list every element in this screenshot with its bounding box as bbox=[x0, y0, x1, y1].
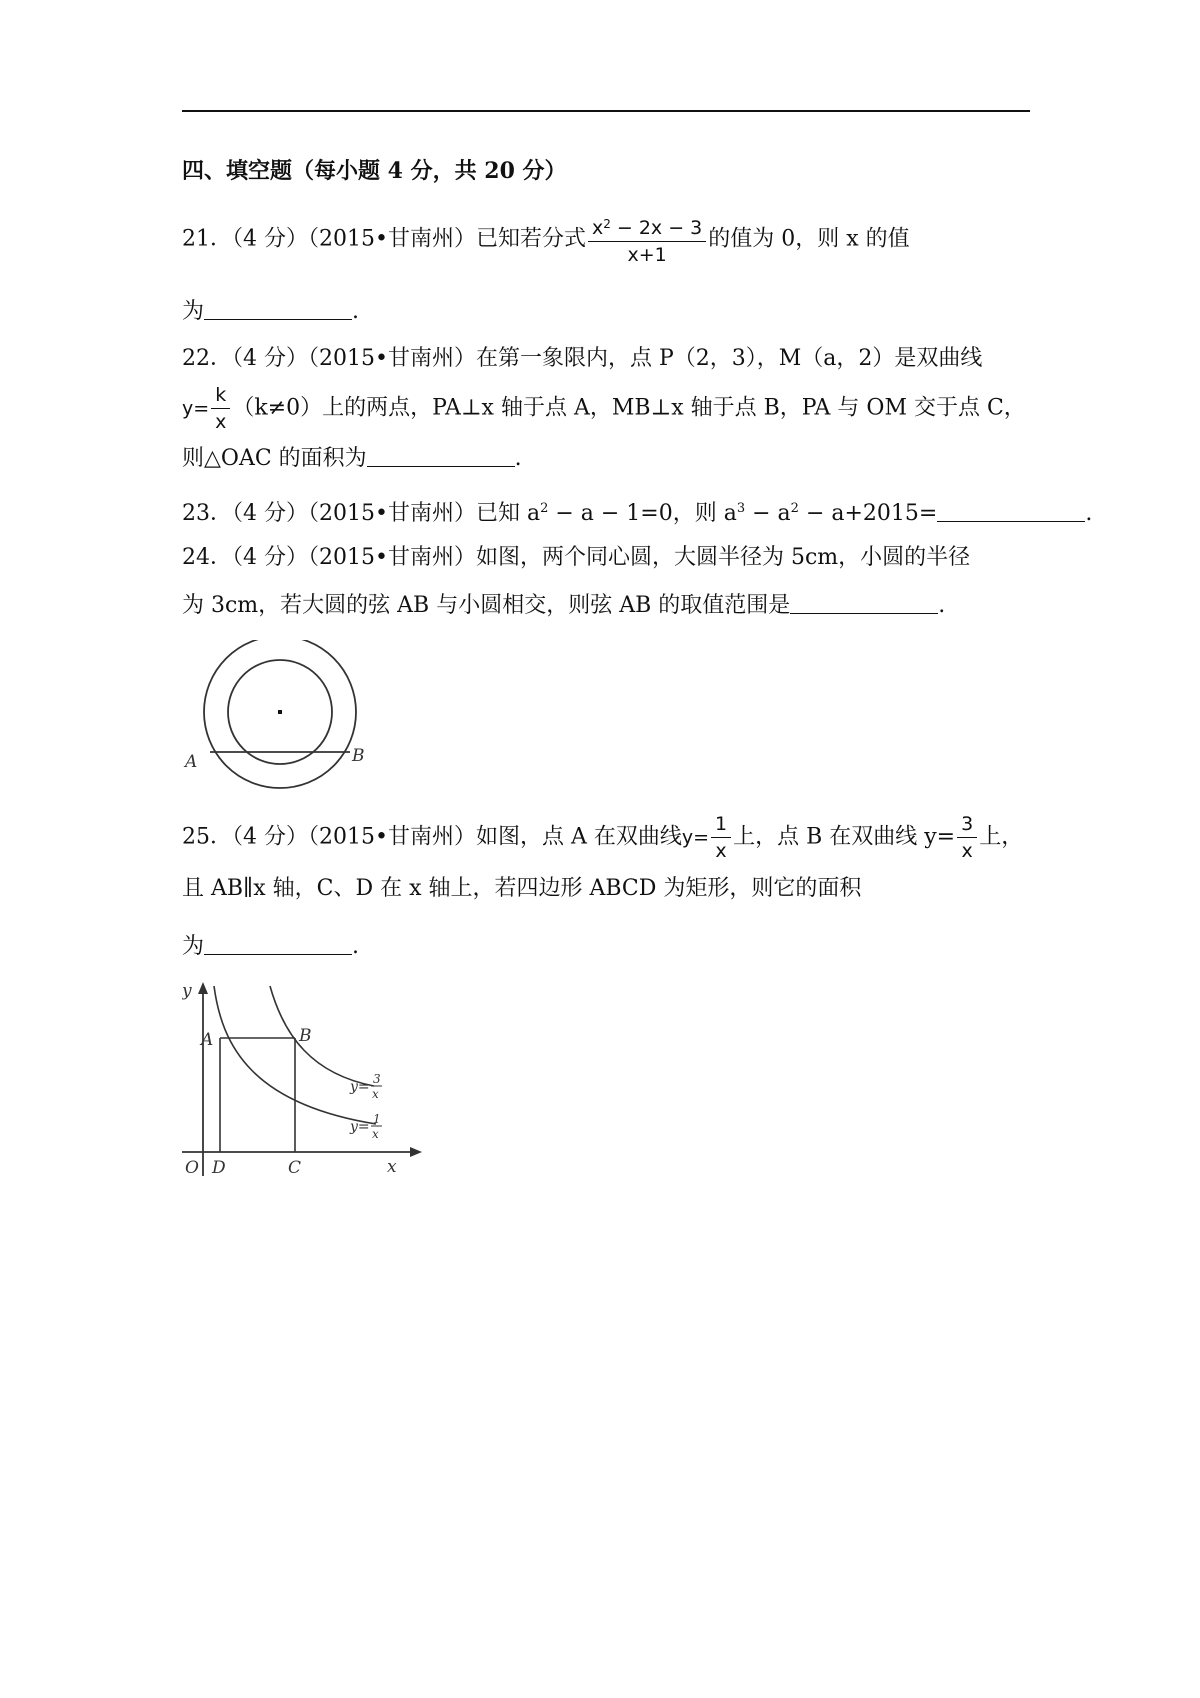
q25-fraction-2-numerator: 3 bbox=[957, 813, 977, 838]
q21-fraction bbox=[588, 213, 706, 266]
q24-period: . bbox=[938, 593, 946, 618]
q22-answer-blank[interactable] bbox=[367, 444, 515, 467]
label-b: B bbox=[352, 746, 365, 766]
section-title: 四、填空题（每小题 4 分，共 20 分） bbox=[182, 158, 567, 184]
q25-fraction-1-numerator: 1 bbox=[711, 813, 731, 838]
question-22-line-3 bbox=[182, 444, 522, 474]
question-25-line-1 bbox=[182, 813, 1023, 862]
q25-y-equals-1: y= bbox=[681, 826, 709, 849]
q22-fraction-denominator: x bbox=[215, 411, 227, 433]
question-21-line-2 bbox=[182, 297, 359, 327]
q24-concentric-circles-figure bbox=[182, 640, 382, 804]
q25-figure-svg bbox=[182, 976, 432, 1176]
question-25-line-2: 且 AB∥x 轴，C、D 在 x 轴上，若四边形 ABCD 为矩形，则它的面积 bbox=[182, 876, 862, 901]
q21-fraction-numerator: $x^2 - 2x - 3$ bbox=[588, 213, 706, 242]
header-rule bbox=[182, 110, 1030, 112]
label-point-a: A bbox=[201, 1030, 214, 1050]
q22-fraction-numerator: k bbox=[211, 384, 230, 409]
label-point-c: C bbox=[288, 1158, 302, 1176]
q22-fraction bbox=[211, 384, 230, 433]
curve-y-3-over-x bbox=[270, 986, 374, 1086]
label-x-axis: x bbox=[387, 1157, 397, 1176]
q22-period: . bbox=[514, 446, 522, 471]
q21-prefix: 21．（4 分）（2015•甘南州）已知若分式 bbox=[182, 226, 586, 252]
question-22-line-2 bbox=[182, 384, 1026, 433]
q21-fraction-denominator: x+1 bbox=[627, 244, 667, 266]
center-point bbox=[278, 710, 282, 714]
label-curve-1-num: 1 bbox=[373, 1112, 381, 1126]
question-23 bbox=[182, 494, 1092, 529]
label-curve-3-num: 3 bbox=[373, 1072, 381, 1086]
q22-line3-text: 则△OAC 的面积为 bbox=[182, 446, 367, 471]
q21-period: . bbox=[352, 299, 360, 324]
q22-line2-text: （k≠0）上的两点，PA⊥x 轴于点 A，MB⊥x 轴于点 B，PA 与 OM 交于点 C， bbox=[232, 395, 1026, 421]
label-point-b: B bbox=[299, 1026, 312, 1046]
question-24-line-2 bbox=[182, 591, 945, 621]
q25-part3: 上， bbox=[979, 824, 1024, 850]
q23-part1: 23．（4 分）（2015•甘南州）已知 a bbox=[182, 501, 541, 526]
q21-line2-text: 为 bbox=[182, 299, 205, 324]
q23-part2: − a − 1=0，则 a bbox=[548, 501, 737, 526]
q25-answer-blank[interactable] bbox=[204, 932, 352, 955]
q23-period: . bbox=[1085, 501, 1093, 526]
question-25-line-3 bbox=[182, 932, 359, 962]
q23-answer-blank[interactable] bbox=[937, 499, 1085, 522]
q23-exp1: 2 bbox=[540, 501, 549, 516]
q23-part3: − a bbox=[745, 501, 791, 526]
q25-part2: 上，点 B 在双曲线 y= bbox=[733, 824, 956, 850]
label-a: A bbox=[185, 752, 198, 772]
label-curve-3-den: x bbox=[372, 1087, 379, 1101]
label-curve-1-eq: y= bbox=[350, 1119, 370, 1135]
q24-line2-text: 为 3cm，若大圆的弦 AB 与小圆相交，则弦 AB 的取值范围是 bbox=[182, 593, 791, 618]
q25-fraction-1 bbox=[711, 813, 731, 862]
q24-figure-svg bbox=[182, 640, 382, 800]
q25-fraction-1-denominator: x bbox=[715, 840, 727, 862]
label-curve-3-eq: y= bbox=[350, 1079, 370, 1095]
q22-y-equals: y= bbox=[182, 397, 210, 420]
q23-exp3: 2 bbox=[790, 501, 799, 516]
q25-fraction-2 bbox=[957, 813, 977, 862]
q21-suffix: 的值为 0，则 x 的值 bbox=[708, 226, 910, 252]
y-axis-arrow bbox=[198, 982, 208, 994]
q24-answer-blank[interactable] bbox=[790, 591, 938, 614]
question-22-line-1: 22．（4 分）（2015•甘南州）在第一象限内，点 P（2，3），M（a，2）是双曲线 bbox=[182, 346, 983, 371]
q21-answer-blank[interactable] bbox=[204, 297, 352, 320]
q25-fraction-2-denominator: x bbox=[961, 840, 973, 862]
label-origin: O bbox=[185, 1158, 199, 1176]
label-y-axis: y bbox=[182, 981, 192, 1001]
q25-period: . bbox=[352, 934, 360, 959]
q25-hyperbola-figure bbox=[182, 976, 432, 1180]
q23-part4: − a+2015= bbox=[798, 501, 938, 526]
q25-part1: 25．（4 分）（2015•甘南州）如图，点 A 在双曲线 bbox=[182, 824, 682, 850]
question-21-line-1 bbox=[182, 213, 910, 266]
question-24-line-1: 24．（4 分）（2015•甘南州）如图，两个同心圆，大圆半径为 5cm，小圆的半径 bbox=[182, 545, 971, 570]
q23-exp2: 3 bbox=[736, 501, 746, 516]
x-axis-arrow bbox=[410, 1147, 422, 1157]
label-point-d: D bbox=[212, 1158, 226, 1176]
label-curve-1-den: x bbox=[372, 1127, 379, 1141]
q25-line3-text: 为 bbox=[182, 934, 205, 959]
